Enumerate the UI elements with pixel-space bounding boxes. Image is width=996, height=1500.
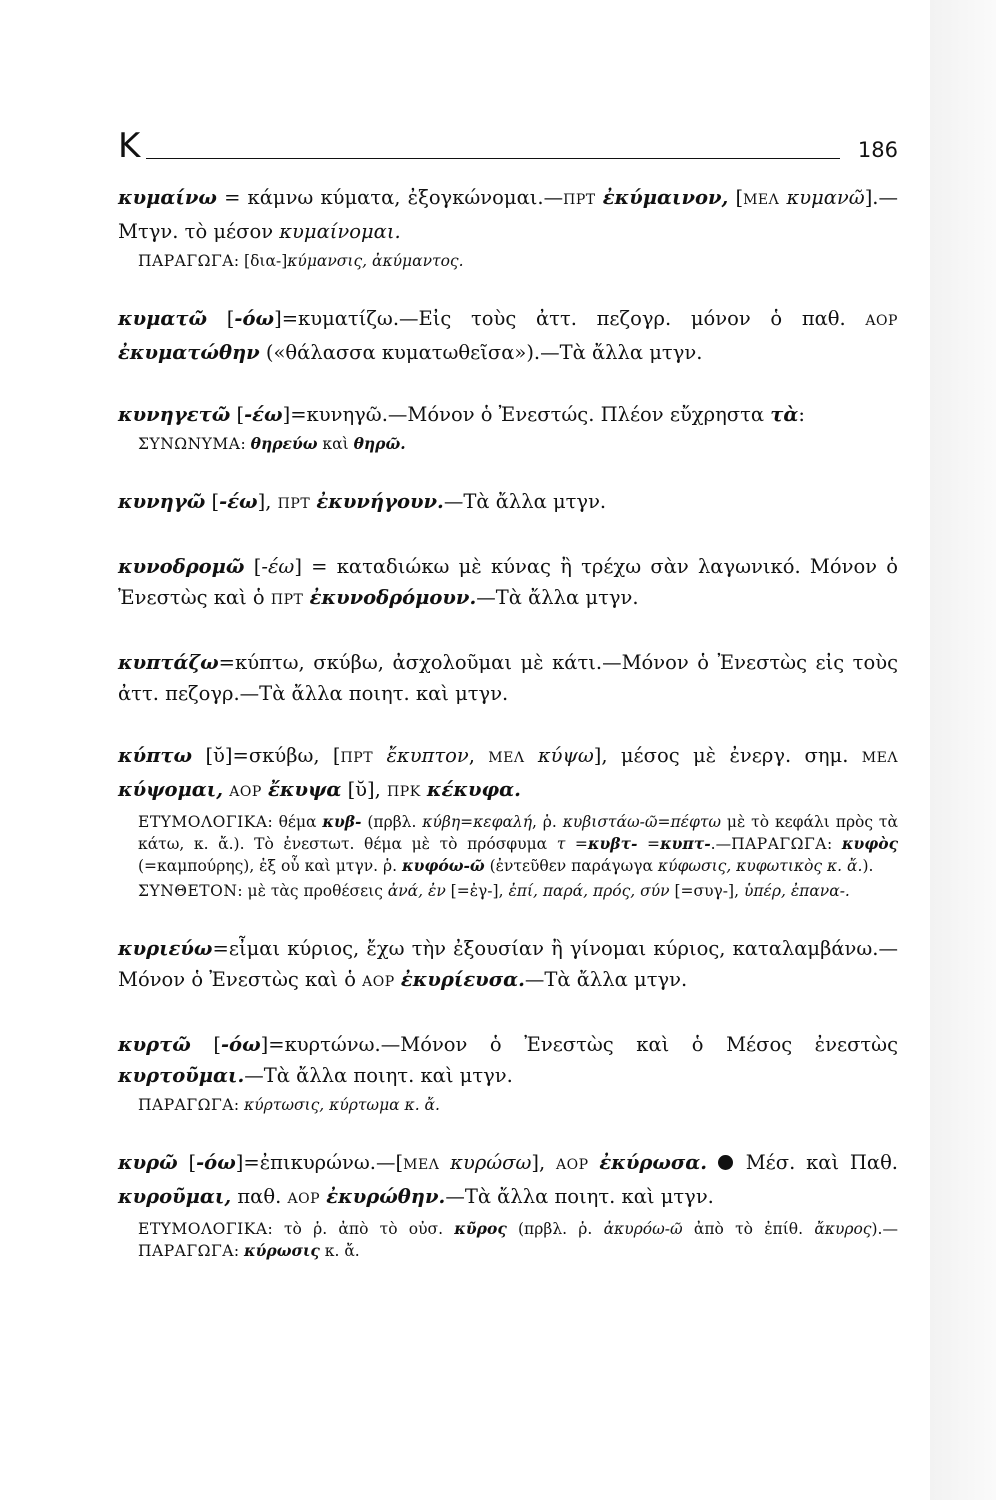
section-label: ΠΑΡΑΓΩΓΑ <box>138 1096 234 1114</box>
text-run: [ <box>190 1033 221 1056</box>
dictionary-entry <box>118 740 898 902</box>
bold-form: θηρῶ. <box>353 434 406 453</box>
text-run: (πρβλ. ῥ. <box>506 1220 604 1238</box>
dictionary-entry <box>118 303 898 368</box>
text-run: —Τὰ ἄλλα ποιητ. καὶ μτγν. <box>244 1064 513 1087</box>
entry-definition <box>118 486 898 520</box>
entry-definition <box>118 1029 898 1091</box>
text-run: ].—Μτγν. τὸ μέσον <box>118 186 898 243</box>
text-run: [ῠ], <box>341 778 388 801</box>
bold-form: τὰ <box>770 403 799 426</box>
text-run: —Τὰ ἄλλα μτγν. <box>524 968 688 991</box>
text-run: [ <box>177 1151 197 1174</box>
bold-form: κυφόω-ῶ <box>401 856 485 875</box>
bold-form: ἐκυνοδρόμουν. <box>309 586 477 609</box>
section-label: ΠΑΡΑΓΩΓΑ <box>138 252 234 270</box>
bold-form: ἔκυψα <box>268 778 342 801</box>
text-run: , ῥ. <box>532 813 563 831</box>
text-run: ]=κυνηγῶ.—Μόνον ὁ Ἐνεστώς. Πλέον εὔχρηστα <box>282 403 771 426</box>
bold-form: κυροῦμαι, <box>118 1185 232 1208</box>
text-run: [=συγ-], <box>669 882 744 900</box>
text-run: = <box>637 835 661 853</box>
text-run <box>707 1151 718 1174</box>
text-run: (πρβλ. <box>361 813 423 831</box>
bold-form: ἐκύμαινον, <box>602 186 729 209</box>
bold-form: ἐκυματώθην <box>118 341 260 364</box>
text-run: [=ἐγ-], <box>445 882 509 900</box>
italic-form: ὑπέρ, ἐπανα-. <box>743 882 850 900</box>
bold-form: κυβ- <box>322 812 362 831</box>
entry-subnote <box>138 1218 898 1262</box>
text-run <box>373 744 386 767</box>
italic-form: κύψω <box>537 744 594 767</box>
bold-form: κύρωσις <box>244 1241 320 1260</box>
bold-form: κυβτ- <box>587 834 638 853</box>
page-header <box>118 128 898 168</box>
text-run: ], <box>257 490 278 513</box>
italic-form: ἄκυρος <box>814 1220 872 1238</box>
section-label: ΠΑΡΑΓΩΓΑ <box>731 835 827 853</box>
headword: κυμαίνω <box>118 186 217 209</box>
grammar-abbrev: ΜΕΛ <box>861 750 898 766</box>
dictionary-entry <box>118 1029 898 1116</box>
bold-form: κέκυφα. <box>426 778 521 801</box>
text-run: Μέσ. καὶ Παθ. <box>734 1151 899 1174</box>
text-run: : τὸ ῥ. ἀπὸ τὸ οὐσ. <box>267 1220 455 1238</box>
text-run: [ <box>205 490 220 513</box>
entry-subnote <box>138 811 898 877</box>
italic-form: κύβη=κεφαλή <box>422 813 533 831</box>
text-run: , <box>468 744 489 767</box>
text-run: = <box>565 835 588 853</box>
section-letter: Κ <box>118 126 141 166</box>
bold-form: ἐκυρίευσα. <box>400 968 525 991</box>
text-run: : <box>240 435 251 453</box>
italic-form: κύφωσις, κυφωτικὸς κ. ἄ. <box>657 857 863 875</box>
entry-subnote <box>138 250 898 272</box>
text-run: = κάμνω κύματα, ἐξογκώνομαι.— <box>216 186 564 209</box>
bold-form: -όω <box>220 1033 261 1056</box>
text-run: παθ. <box>231 1185 288 1208</box>
grammar-abbrev: ΑΟΡ <box>287 1191 321 1207</box>
text-run: [ῠ]=σκύβω, [ <box>192 744 341 767</box>
text-run: [ <box>207 307 235 330</box>
bold-form: -όω <box>196 1151 236 1174</box>
text-run: καὶ <box>317 435 354 453</box>
headword: κυρτῶ <box>118 1033 191 1056</box>
bold-form: ἐκυνήγουν. <box>316 490 444 513</box>
text-run: (=καμπούρης), ἐξ οὗ καὶ μτγν. ῥ. <box>138 857 402 875</box>
grammar-abbrev: ΑΟΡ <box>556 1157 589 1173</box>
text-run: : θέμα <box>267 813 323 831</box>
italic-form: κυμαίνομαι. <box>279 220 401 243</box>
entry-subnote <box>138 433 898 455</box>
text-run: [ <box>244 555 262 578</box>
dictionary-entry <box>118 486 898 520</box>
bold-form: κῦρος <box>454 1219 507 1238</box>
grammar-abbrev: ΜΕΛ <box>743 192 780 208</box>
italic-form: -έω <box>261 555 295 578</box>
bold-form: -όω <box>234 307 275 330</box>
bullet-icon <box>718 1155 733 1170</box>
dictionary-entry <box>118 1147 898 1262</box>
grammar-abbrev: ΑΟΡ <box>229 784 262 800</box>
text-run: : <box>233 1242 245 1260</box>
grammar-abbrev: ΜΕΛ <box>488 750 525 766</box>
bold-form: ἐκύρωσα. <box>599 1151 708 1174</box>
text-run: μὲ τὸ κεφάλι πρὸς τὰ κάτω, κ. ἄ.). Τὸ ἐνεστωτ. θέμα μὲ τὸ πρόσφυμα <box>138 813 898 853</box>
section-label: ΕΤΥΜΟΛΟΓΙΚΑ <box>138 1220 268 1238</box>
header-rule <box>146 158 840 159</box>
text-run <box>439 1151 450 1174</box>
bold-form: -έω <box>219 490 258 513</box>
text-run: («θάλασσα κυματωθεῖσα»).—Τὰ ἄλλα μτγν. <box>259 341 703 364</box>
entry-definition <box>118 1147 898 1215</box>
headword: κύπτω <box>118 744 193 767</box>
bold-form: κυρτοῦμαι. <box>118 1064 245 1087</box>
entry-definition <box>118 740 898 808</box>
headword: κυπτάζω <box>118 651 219 674</box>
italic-form: κυβιστάω-ῶ=πέφτω <box>562 813 722 831</box>
text-run: : μὲ τὰς προθέσεις <box>237 882 388 900</box>
text-run: : <box>826 835 842 853</box>
italic-form: κυρώσω <box>450 1151 532 1174</box>
grammar-abbrev: ΑΟΡ <box>362 974 395 990</box>
dictionary-entry <box>118 647 898 709</box>
section-label: ΠΑΡΑΓΩΓΑ <box>138 1242 234 1260</box>
text-run: —Τὰ ἄλλα μτγν. <box>443 490 607 513</box>
bold-form: ἐκυρώθην. <box>326 1185 446 1208</box>
entry-definition <box>118 647 898 709</box>
text-run: ).— <box>871 1220 898 1238</box>
bold-form: θηρεύω <box>250 434 318 453</box>
text-run: ἀπὸ τὸ ἐπίθ. <box>682 1220 815 1238</box>
grammar-abbrev: ΠΡΤ <box>270 592 304 608</box>
italic-form: ἀνά, ἐν <box>387 882 446 900</box>
italic-form: κύμανσις, ἀκύμαντος. <box>287 252 464 270</box>
headword: κυνοδρομῶ <box>118 555 245 578</box>
entry-subnote <box>138 880 898 902</box>
text-run <box>589 1151 600 1174</box>
italic-form: ἔκυπτον <box>386 744 469 767</box>
text-run: (ἐντεῦθεν παράγωγα <box>484 857 658 875</box>
dictionary-entry <box>118 551 898 616</box>
text-run: ]=κυρτώνω.—Μόνον ὁ Ἐνεστὼς καὶ ὁ Μέσος ἐνεστὼς <box>260 1033 898 1056</box>
bold-form: κύψομαι, <box>118 778 224 801</box>
text-run: —Τὰ ἄλλα μτγν. <box>476 586 639 609</box>
entry-definition <box>118 551 898 616</box>
text-run: ]=κυματίζω.—Εἰς τοὺς ἀττ. πεζογρ. μόνον ὁ παθ. <box>274 307 866 330</box>
headword: κυρῶ <box>118 1151 178 1174</box>
grammar-abbrev: ΠΡΚ <box>387 784 421 800</box>
grammar-abbrev: ΑΟΡ <box>865 313 898 329</box>
text-run: =κύπτω, σκύβω, ἀσχολοῦμαι μὲ κάτι.—Μόνον ὁ Ἐνεστὼς εἰς τοὺς ἀττ. πεζογρ.—Τὰ ἄλλα ποιητ. καὶ μτγν. <box>118 651 898 705</box>
section-label: ΣΥΝΘΕΤΟΝ <box>138 882 238 900</box>
text-run: ], <box>531 1151 556 1174</box>
headword: κυματῶ <box>118 307 208 330</box>
text-run: [ <box>728 186 744 209</box>
italic-form: κύρτωσις, κύρτωμα κ. ἄ. <box>244 1096 440 1114</box>
section-label: ΣΥΝΩΝΥΜΑ <box>138 435 241 453</box>
dictionary-entry <box>118 399 898 455</box>
grammar-abbrev: ΠΡΤ <box>340 750 374 766</box>
entry-definition <box>118 933 898 998</box>
text-run: ] = καταδιώκω μὲ κύνας ἢ τρέχω σὰν λαγωνικό. Μόνον ὁ Ἐνεστὼς καὶ ὁ <box>118 555 899 609</box>
entry-subnote <box>138 1094 898 1116</box>
page-number: 186 <box>857 138 898 162</box>
bold-form: κυφὸς <box>841 834 899 853</box>
text-run: [ <box>230 403 245 426</box>
italic-form: ἐπί, παρά, πρός, σύν <box>508 882 670 900</box>
entry-definition <box>118 399 898 430</box>
italic-form: κυμανῶ <box>786 186 865 209</box>
dictionary-entry <box>118 933 898 998</box>
italic-form: τ <box>556 835 566 853</box>
text-run: ]=ἐπικυρώνω.—[ <box>235 1151 404 1174</box>
entry-list <box>118 182 898 1293</box>
italic-form: ἀκυρόω-ῶ <box>603 1220 683 1238</box>
bold-form: -έω <box>244 403 283 426</box>
text-run: =εἶμαι κύριος, ἔχω τὴν ἐξουσίαν ἢ γίνομαι κύριος, καταλαμβάνω.—Μόνον ὁ Ἐνεστὼς καὶ ὁ <box>118 937 898 991</box>
text-run: : [δια-] <box>233 252 288 270</box>
text-run: κ. ἄ. <box>319 1242 360 1260</box>
text-run <box>596 186 603 209</box>
text-run: —Τὰ ἄλλα ποιητ. καὶ μτγν. <box>445 1185 714 1208</box>
grammar-abbrev: ΜΕΛ <box>403 1157 440 1173</box>
entry-definition <box>118 182 898 247</box>
bold-form: κυπτ- <box>660 834 711 853</box>
text-run: : <box>798 403 805 426</box>
headword: κυνηγετῶ <box>118 403 231 426</box>
text-run: ], μέσος μὲ ἐνεργ. σημ. <box>593 744 862 767</box>
text-run: : <box>233 1096 245 1114</box>
text-run: .— <box>710 835 732 853</box>
headword: κυνηγῶ <box>118 490 206 513</box>
text-run: ). <box>862 857 874 875</box>
headword: κυριεύω <box>118 937 213 960</box>
page-edge-shadow <box>930 0 996 1500</box>
section-label: ΕΤΥΜΟΛΟΓΙΚΑ <box>138 813 268 831</box>
entry-definition <box>118 303 898 368</box>
grammar-abbrev: ΠΡΤ <box>277 496 311 512</box>
grammar-abbrev: ΠΡΤ <box>563 192 596 208</box>
text-run <box>525 744 538 767</box>
dictionary-entry <box>118 182 898 272</box>
